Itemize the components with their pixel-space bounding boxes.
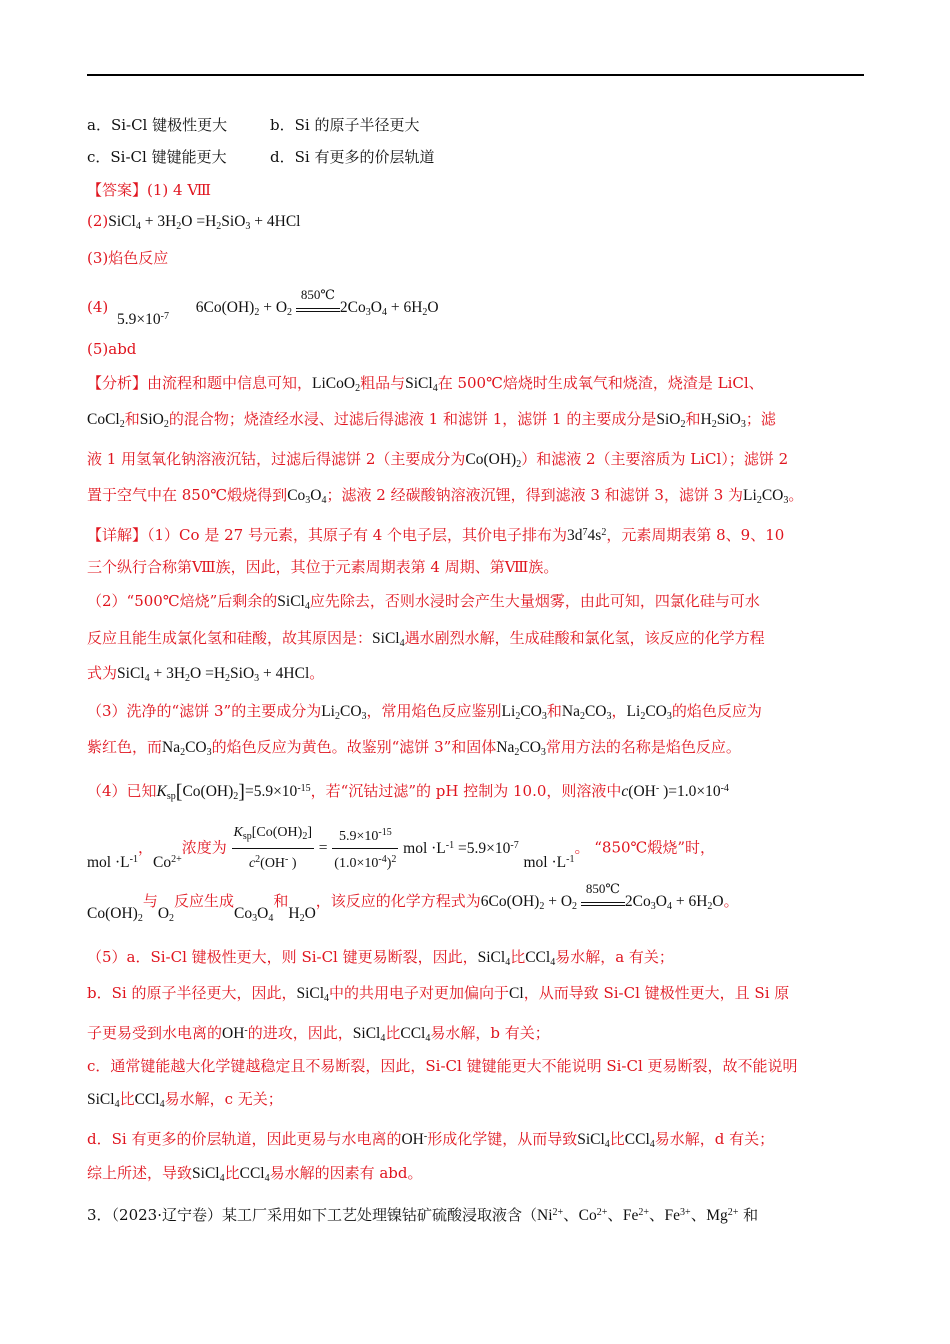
answer-line-5: (5)abd <box>87 340 137 358</box>
detail-line-8: （4）已知$K_{sp}[Co(OH)_2]=5.9\times 10^{-15}$，若“沉钴过滤”的 pH 控制为 10.0，则溶液中c(OH- )$=1.0\times 10^{-4}$ <box>87 781 729 803</box>
option-d: d．Si 有更多的价层轨道 <box>270 148 435 166</box>
answer-line-1: 【答案】(1) 4 Ⅷ <box>87 181 211 199</box>
detail-line-3: （2）“500℃焙烧”后剩余的SiCl$_4$应先除去，否则水浸时会产生大量烟雾，由此可知，四氯化硅与可水 <box>87 592 760 612</box>
detail-line-10: $Co(OH)_2$与$O_2$反应生成$Co_3O_4$和$H_2O$，该反应的化学方程式为$6Co(OH)_2 + O_2$ 850℃ $2Co_3O_4 + 6H_2O$。 <box>87 881 739 924</box>
detail-line-7: 紫红色，而$Na_2CO_3$的焰色反应为黄色。故鉴别“滤饼 3”和固体$Na_2CO_3$常用方法的名称是焰色反应。 <box>87 738 741 758</box>
detail-line-9: mol $\cdot L^{-1}$，$Co^{2+}$浓度为 $\frac{K_{sp}[Co(OH)_2]}{c^2(OH^- )}$ = $\frac{5.9\times 10^{-15}}{(1.0\times 10^{-4})^2}$ mol $\cdot L^{-1} =5.9\times 10^{-7}$ mol $\cdot L^{-1}$。 “850℃煅烧”时， <box>87 822 715 872</box>
detail-line-2: 三个纵行合称第Ⅷ族，因此，其位于元素周期表第 4 周期、第Ⅷ族。 <box>87 558 559 576</box>
answer-line-4: (4) $5.9\times 10^{-7}$ $6Co(OH)_2 + O_2$ 850℃ $2Co_3O_4 + 6H_2O$ <box>87 287 439 328</box>
detail-line-16: d．Si 有更多的价层轨道，因此更易与水电离的OH-形成化学键，从而导致SiCl$_4$比CCl$_4$易水解，d 有关； <box>87 1130 775 1150</box>
answer-line-2: (2)SiCl$_4$ + $3H_2O =H_2SiO_3 + 4HCl$ <box>87 212 301 232</box>
detail-line-17: 综上所述，导致SiCl$_4$比CCl$_4$易水解的因素有 abd。 <box>87 1164 423 1184</box>
detail-line-15: SiCl$_4$比CCl$_4$易水解，c 无关； <box>87 1090 283 1110</box>
ksp-fraction-2: $\frac{5.9\times 10^{-15}}{(1.0\times 10^{-4})^2}$ <box>332 822 398 875</box>
analysis-line-3: 液 1 用氢氧化钠溶液沉钴，过滤后得滤饼 2（主要成分为$Co(OH)_2$）和滤液 2（主要溶质为 LiCl）；滤饼 2 <box>87 450 789 470</box>
detail-line-13: 子更易受到水电离的OH-的进攻，因此，SiCl$_4$比CCl$_4$易水解，b 有关； <box>87 1024 550 1044</box>
detail-line-14: c．通常键能越大化学键越稳定且不易断裂，因此，Si-Cl 键键能更大不能说明 Si-Cl 更易断裂，故不能说明 <box>87 1057 798 1075</box>
top-rule <box>87 74 864 76</box>
analysis-line-4: 置于空气中在 850℃煅烧得到$Co_3O_4$；滤液 2 经碳酸钠溶液沉锂，得到滤液 3 和滤饼 3，滤饼 3 为$Li_2CO_3$。 <box>87 486 804 506</box>
detail-line-4: 反应且能生成氯化氢和硅酸，故其原因是：SiCl$_4$遇水剧烈水解，生成硅酸和氯化氢，该反应的化学方程 <box>87 629 765 649</box>
detail-line-12: b．Si 的原子半径更大，因此，SiCl$_4$中的共用电子对更加偏向于Cl，从而导致 Si-Cl 键极性更大，且 Si 原 <box>87 984 790 1004</box>
reaction-condition: 850℃ <box>296 292 340 312</box>
option-c: c．Si-Cl 键键能更大 <box>87 148 227 166</box>
detail-line-6: （3）洗净的“滤饼 3”的主要成分为$Li_2CO_3$，常用焰色反应鉴别$Li_2CO_3$和$Na_2CO_3$，$Li_2CO_3$的焰色反应为 <box>87 702 762 722</box>
answer-line-3: (3)焰色反应 <box>87 249 169 267</box>
analysis-line-1: 【分析】由流程和题中信息可知，LiCoO$_2$粗品与SiCl$_4$在 500℃焙烧时生成氧气和烧渣，烧渣是 LiCl、 <box>87 374 764 394</box>
detail-line-1: 【详解】（1）Co 是 27 号元素，其原子有 4 个电子层，其价电子排布为$3d^74s^2$，元素周期表第 8、9、10 <box>87 526 785 544</box>
ksp-fraction-1: $\frac{K_{sp}[Co(OH)_2]}{c^2(OH^- )}$ <box>232 822 314 875</box>
reaction-condition-2: 850℃ <box>581 886 625 906</box>
option-a: a．Si-Cl 键极性更大 <box>87 116 228 134</box>
detail-line-11: （5）a．Si-Cl 键极性更大，则 Si-Cl 键更易断裂，因此，SiCl$_4$比CCl$_4$易水解，a 有关； <box>87 948 674 968</box>
option-b: b．Si 的原子半径更大 <box>270 116 420 134</box>
question-3: 3．（2023·辽宁卷）某工厂采用如下工艺处理镍钴矿硫酸浸取液含（$Ni^{2+}$、$Co^{2+}$、$Fe^{2+}$、$Fe^{3+}$、$Mg^{2+}$ 和 <box>87 1206 759 1224</box>
detail-line-5: 式为SiCl$_4$ + $3H_2O =H_2SiO_3 + 4HCl$。 <box>87 664 325 684</box>
analysis-line-2: CoCl$_2$和SiO$_2$的混合物；烧渣经水浸、过滤后得滤液 1 和滤饼 1，滤饼 1 的主要成分是SiO$_2$和$H_2SiO_3$；滤 <box>87 410 776 430</box>
